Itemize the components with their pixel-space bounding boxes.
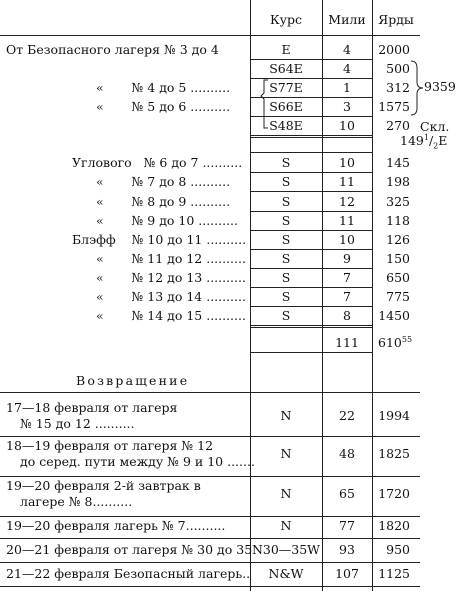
row-rule <box>250 352 372 353</box>
row-yardy: 775 <box>386 289 410 304</box>
row-label: « № 9 до 10 .......... <box>96 213 238 228</box>
skl-line2: $149^1/_2E$ <box>400 132 448 151</box>
row-yardy: 150 <box>386 251 410 266</box>
row-rule <box>250 152 372 153</box>
return-row-rule <box>0 538 420 539</box>
row-yardy: 650 <box>386 270 410 285</box>
return-row-yardy: 1125 <box>378 566 410 581</box>
row-yardy: 198 <box>386 174 410 189</box>
row-rule <box>250 287 372 288</box>
row-mili: 9 <box>343 251 351 266</box>
row-label: « № 7 до 8 .......... <box>96 174 231 189</box>
total-mili: 111 <box>335 335 359 350</box>
header-rule <box>0 35 420 36</box>
return-row-line1: 19—20 февраля лагерь № 7.......... <box>6 518 226 533</box>
row-mili: 11 <box>339 213 355 228</box>
row-yardy: 118 <box>386 213 410 228</box>
brace-total: 9359 <box>424 79 456 94</box>
row-label: « № 11 до 12 .......... <box>96 251 246 266</box>
row-label: Углового № 6 до 7 .......... <box>72 155 243 170</box>
row-rule <box>250 306 372 307</box>
return-row-line2: до серед. пути между № 9 и 10 ....... <box>20 454 255 469</box>
row-kurs: S <box>281 213 291 228</box>
return-row-line1: 17—18 февраля от лагеря <box>6 400 178 415</box>
header-kurs: Курс <box>269 12 303 27</box>
row-kurs: S <box>281 308 291 323</box>
return-row-mili: 93 <box>339 542 355 557</box>
return-row-rule <box>0 516 420 517</box>
row-mili: 4 <box>343 61 351 76</box>
row-yardy: 126 <box>386 232 410 247</box>
return-row-line1: 19—20 февраля 2-й завтрак в <box>6 478 201 493</box>
header-mili: Мили <box>328 12 366 27</box>
row-yardy: 500 <box>386 61 410 76</box>
return-row-mili: 65 <box>339 486 355 501</box>
total-yardy: $610^{55}$ <box>378 334 413 350</box>
return-row-kurs: N&W <box>268 566 304 581</box>
row-rule <box>250 268 372 269</box>
return-row-kurs: N <box>280 486 292 501</box>
return-row-kurs: N <box>280 446 292 461</box>
return-row-yardy: 1994 <box>378 408 410 423</box>
row-label: « № 5 до 6 .......... <box>96 99 231 114</box>
row-label: Блэфф № 10 до 11 .......... <box>72 232 247 247</box>
row-label: « № 14 до 15 .......... <box>96 308 246 323</box>
row-mili: 12 <box>339 194 355 209</box>
brace-icon <box>410 60 424 116</box>
return-row-rule <box>0 476 420 477</box>
row-rule <box>250 211 372 212</box>
row-kurs: S <box>281 194 291 209</box>
return-row-yardy: 1825 <box>378 446 410 461</box>
row-rule <box>250 59 372 60</box>
row-rule <box>250 172 372 173</box>
return-row-kurs: N30—35W <box>251 542 321 557</box>
section-title: Возвращение <box>76 373 190 388</box>
row-label: От Безопасного лагеря № 3 до 4 <box>6 42 219 57</box>
row-kurs: E <box>281 42 291 57</box>
row-mili: 1 <box>343 80 351 95</box>
row-kurs: S64E <box>269 61 303 76</box>
row-kurs: S48E <box>269 118 303 133</box>
row-kurs: S <box>281 155 291 170</box>
return-row-mili: 48 <box>339 446 355 461</box>
row-kurs: S <box>281 289 291 304</box>
return-row-rule <box>0 586 420 587</box>
row-mili: 3 <box>343 99 351 114</box>
return-row-yardy: 1720 <box>378 486 410 501</box>
return-row-line2: лагере № 8.......... <box>20 494 133 509</box>
row-rule <box>250 327 372 328</box>
row-mili: 7 <box>343 289 351 304</box>
return-row-mili: 107 <box>335 566 359 581</box>
return-row-rule <box>0 562 420 563</box>
row-yardy: 1575 <box>378 99 410 114</box>
row-mili: 8 <box>343 308 351 323</box>
row-kurs: S <box>281 251 291 266</box>
row-yardy: 312 <box>386 80 410 95</box>
bracket-icon <box>260 79 270 129</box>
return-row-line1: 21—22 февраля Безопасный лагерь.. <box>6 566 251 581</box>
return-row-yardy: 950 <box>386 542 410 557</box>
row-rule <box>250 249 372 250</box>
return-row-mili: 22 <box>339 408 355 423</box>
return-row-rule <box>0 436 420 437</box>
row-mili: 7 <box>343 270 351 285</box>
row-kurs: S <box>281 174 291 189</box>
return-row-kurs: N <box>280 518 292 533</box>
return-row-line1: 20—21 февраля от лагеря № 30 до 35 <box>6 542 253 557</box>
row-yardy: 270 <box>386 118 410 133</box>
row-label: « № 4 до 5 .......... <box>96 80 231 95</box>
row-mili: 11 <box>339 174 355 189</box>
header-yardy: Ярды <box>378 12 414 27</box>
row-mili: 10 <box>339 155 355 170</box>
row-label: « № 13 до 14 .......... <box>96 289 246 304</box>
row-kurs: S <box>281 270 291 285</box>
row-yardy: 325 <box>386 194 410 209</box>
row-label: « № 8 до 9 .......... <box>96 194 231 209</box>
row-rule <box>250 191 372 192</box>
row-kurs: S77E <box>269 80 303 95</box>
return-row-line2: № 15 до 12 .......... <box>20 416 135 431</box>
row-mili: 10 <box>339 118 355 133</box>
row-rule <box>250 135 372 136</box>
return-row-line1: 18—19 февраля от лагеря № 12 <box>6 438 214 453</box>
section-rule <box>0 392 420 393</box>
row-label: « № 12 до 13 .......... <box>96 270 246 285</box>
row-kurs: S <box>281 232 291 247</box>
return-row-mili: 77 <box>339 518 355 533</box>
return-row-kurs: N <box>280 408 292 423</box>
row-mili: 10 <box>339 232 355 247</box>
row-rule <box>250 325 372 326</box>
row-rule <box>250 137 372 138</box>
row-mili: 4 <box>343 42 351 57</box>
row-yardy: 2000 <box>378 42 410 57</box>
row-kurs: S66E <box>269 99 303 114</box>
skl-line1: Скл. <box>420 119 450 134</box>
row-rule <box>250 230 372 231</box>
return-row-yardy: 1820 <box>378 518 410 533</box>
row-yardy: 1450 <box>378 308 410 323</box>
row-yardy: 145 <box>386 155 410 170</box>
